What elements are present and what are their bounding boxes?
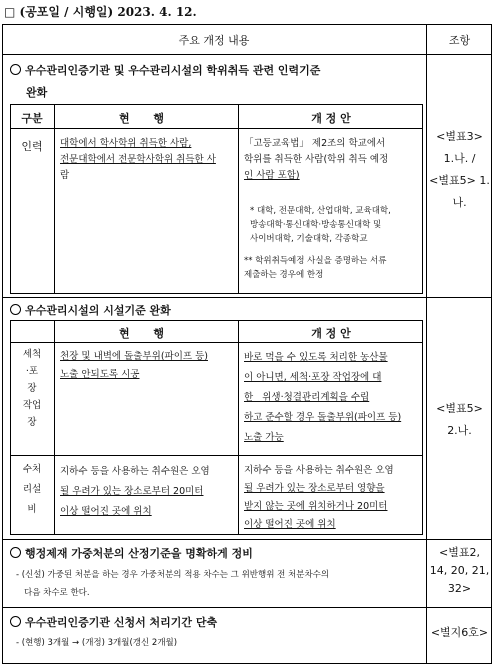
- circle-bullet-icon: [10, 616, 21, 627]
- s2-r2-rev-1: 지하수 등을 사용하는 취수원은 오염: [244, 465, 394, 476]
- s2-row-line: [10, 455, 423, 456]
- s1-current-l2: 전문대학에서 전문학사학위 취득한 사: [60, 154, 216, 165]
- s2-r2-rev-4: 이상 떨어진 곳에 위치: [244, 519, 336, 530]
- s2-r1-rev-5: 노출 가능: [244, 432, 284, 443]
- s2-r1-label-3: 장: [27, 383, 37, 394]
- s3-clause: [427, 544, 492, 598]
- s1-note2: [244, 254, 422, 282]
- s2-r1-rev-1: 바로 먹을 수 있도록 처리한 농산물: [244, 352, 388, 363]
- circle-bullet-icon: [10, 547, 21, 558]
- s2-clause-l1: <별표5>: [436, 402, 483, 415]
- s3-clause-l3: 32>: [447, 582, 472, 595]
- s3-body-l1: - (신설) 가중된 처분을 하는 경우 가중처분의 적용 차수는 그 위반행위 전 처분차수의: [16, 570, 330, 580]
- s2-row1-revised: [244, 348, 422, 448]
- s2-r2-label-3: 비: [27, 504, 37, 515]
- s1-note1: [250, 204, 422, 246]
- section1-title: 우수관리인증기관 및 우수관리시설의 학위취득 관련 인력기준: [10, 62, 424, 78]
- s2-col-revised: 개 정 안: [311, 327, 351, 340]
- s2-r1-cur-1: 천장 및 내벽에 돌출부위(파이프 등): [60, 351, 208, 362]
- section1-title-cont: 완화: [26, 86, 48, 99]
- s2-col1-line: [54, 320, 55, 535]
- s2-r1-label-5: 장: [27, 417, 37, 428]
- section3-body: [16, 566, 426, 602]
- section4-title: 우수관리인증기관 신청서 처리기간 단축: [10, 614, 217, 630]
- date-heading: [4, 3, 197, 20]
- s1-header-line: [10, 128, 423, 129]
- s2-r1-label-2: ·포: [25, 366, 39, 377]
- s1-row-label: 인력: [21, 140, 43, 153]
- s2-r2-cur-3: 이상 떨어진 곳에 위치: [60, 506, 152, 517]
- s1-revised-l3: 인 사람 포함): [244, 170, 300, 181]
- s2-r1-rev-4: 하고 준수할 경우 돌출부위(파이프 등): [244, 412, 402, 423]
- s1-clause: [427, 126, 492, 214]
- s2-col-current: 현 행: [118, 327, 175, 340]
- s2-row1-label: [10, 346, 54, 431]
- s2-r2-label-2: 리설: [22, 484, 42, 495]
- s2-r2-rev-2: 될 우려가 있는 장소로부터 영향을: [244, 483, 385, 494]
- s2-clause: [427, 398, 492, 442]
- s1-note1-l3: 사이버대학, 기술대학, 각종학교: [250, 234, 368, 244]
- s3-body-l2: 다음 차수로 한다.: [24, 588, 90, 598]
- s2-clause-l2: 2.나.: [447, 424, 472, 437]
- section2-title: 우수관리시설의 시설기준 완화: [10, 302, 171, 318]
- s3-end-line: [2, 607, 492, 608]
- s2-r2-cur-1: 지하수 등을 사용하는 취수원은 오염: [60, 466, 210, 477]
- s1-col-current: 현 행: [118, 112, 175, 125]
- s1-revised-l1: 「고등교육법」 제2조의 학교에서: [244, 138, 386, 149]
- s1-current-text: [60, 136, 236, 184]
- s1-note1-l2: 방송대학·통신대학·방송통신대학 및: [250, 220, 382, 230]
- s1-col1-line: [54, 104, 55, 294]
- s1-col-category: 구분: [21, 112, 43, 125]
- s1-note1-l1: * 대학, 전문대학, 산업대학, 교육대학,: [250, 206, 391, 216]
- s2-row1-current: [60, 348, 236, 384]
- s1-note2-l2: 제출하는 경우에 한정: [244, 270, 324, 280]
- s2-r1-rev-2: 이 아니면, 세척·포장 작업장에 대: [244, 372, 382, 383]
- section3-title: 행정제재 가중처분의 산정기준을 명확하게 정비: [10, 545, 253, 561]
- s1-clause-l1: <별표3>: [436, 130, 483, 143]
- header-main: 주요 개정 내용: [178, 34, 250, 47]
- s1-revised-l2: 학위를 취득한 사람(학위 취득 예정: [244, 154, 389, 165]
- s2-header-line: [10, 342, 423, 343]
- s1-clause-l2: 1.나. /: [443, 152, 476, 165]
- circle-bullet-icon: [10, 304, 21, 315]
- s1-end-line: [2, 297, 492, 298]
- s2-row2-revised: [244, 462, 422, 534]
- s3-clause-l1: <별표2,: [439, 546, 480, 559]
- s2-r1-label-4: 작업: [22, 400, 42, 411]
- s1-current-l1: 대학에서 학사학위 취득한 사람,: [60, 138, 192, 149]
- s3-clause-l2: 14, 20, 21,: [429, 564, 490, 577]
- s4-clause: <별지6호>: [430, 626, 489, 639]
- s2-r1-rev-3: 한 위생·청결관리계획을 수립: [244, 392, 370, 403]
- s1-col2-line: [238, 104, 239, 294]
- header-clause: 조항: [448, 34, 471, 47]
- s2-r1-cur-2: 노출 안되도록 시공: [60, 369, 140, 380]
- header-divider: [2, 54, 492, 55]
- s1-note2-l1: ** 학위취득예정 사실을 증명하는 서류: [244, 256, 387, 266]
- s1-clause-l3: <별표5> 1.: [429, 174, 490, 187]
- s2-r2-cur-2: 될 우려가 있는 장소로부터 20미터: [60, 486, 204, 497]
- s2-r2-rev-3: 받지 않는 곳에 위치하거나 20미터: [244, 501, 388, 512]
- section4-body: - (현행) 3개월 → (개정) 3개월(갱신 2개월): [16, 638, 178, 648]
- s2-r2-label-1: 수처: [22, 464, 42, 475]
- publication-date: (공포일 / 시행일) 2023. 4. 12.: [19, 5, 197, 19]
- circle-bullet-icon: [10, 64, 21, 75]
- s2-r1-label-1: 세척: [22, 349, 42, 360]
- checkbox-glyph: □: [4, 5, 16, 19]
- s2-col2-line: [238, 320, 239, 535]
- s1-clause-l4: 나.: [452, 196, 467, 209]
- s1-current-l3: 람: [60, 170, 70, 181]
- s1-revised-text: [244, 136, 422, 184]
- s2-row2-label: [10, 460, 54, 520]
- s1-col-revised: 개 정 안: [311, 112, 351, 125]
- s2-end-line: [2, 539, 492, 540]
- s2-row2-current: [60, 462, 236, 522]
